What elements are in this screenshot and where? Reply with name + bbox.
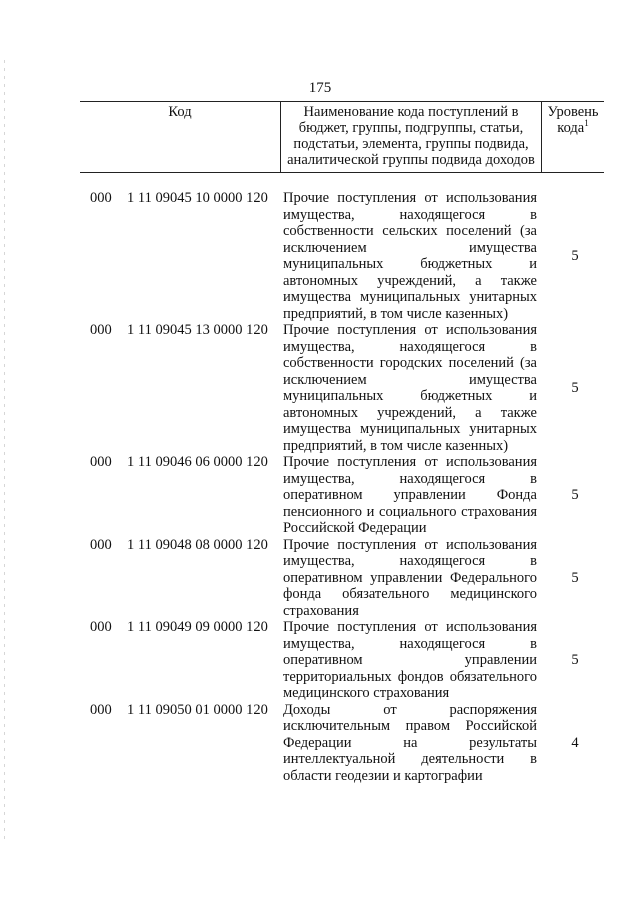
- header-level: [542, 102, 604, 172]
- row-description: Прочие поступления от использования имущества, находящегося в собственности городских поселений (за исключением имущества муниципальных бюджетных и автономных учреждений, а также имущества муниципальных унитарных предприятий, в том числе казенных): [283, 322, 537, 454]
- row-level: 5: [571, 569, 579, 586]
- row-prefix: 000: [90, 454, 112, 470]
- row-description: Прочие поступления от использования имущества, находящегося в оперативном управлении Федерального фонда обязательного медицинского страхования: [283, 536, 537, 619]
- table-body: [0, 190, 640, 784]
- row-code: 1 11 09046 06 0000 120: [127, 454, 268, 470]
- row-code: 1 11 09050 01 0000 120: [127, 701, 268, 718]
- row-level: 4: [571, 734, 579, 751]
- header-name-line: бюджет, группы, подгруппы, статьи,: [298, 120, 524, 136]
- row-prefix: 000: [90, 322, 112, 338]
- row-prefix: 000: [90, 536, 112, 553]
- row-level: 5: [571, 487, 579, 503]
- row-description: Прочие поступления от использования имущества, находящегося в оперативном управлении территориальных фондов обязательного медицинского страхования: [283, 619, 537, 701]
- row-code: 1 11 09049 09 0000 120: [127, 619, 268, 635]
- row-level: 5: [571, 247, 579, 264]
- row-description: Прочие поступления от использования имущества, находящегося в собственности сельских поселений (за исключением имущества муниципальных бюджетных и автономных учреждений, а также имущества муниципальных унитарных предприятий, в том числе казенных): [283, 190, 537, 322]
- table-row: [0, 322, 640, 454]
- row-level: 5: [571, 652, 579, 668]
- row-description: Прочие поступления от использования имущества, находящегося в оперативном управлении Фонда пенсионного и социального страхования Российской Федерации: [283, 454, 537, 536]
- row-prefix: 000: [90, 190, 112, 206]
- header-code: Код: [168, 104, 192, 120]
- row-level: 5: [571, 379, 579, 396]
- header-level-footnote: 1: [584, 118, 589, 129]
- page-number: 175: [308, 80, 332, 96]
- row-prefix: 000: [90, 619, 112, 635]
- row-prefix: 000: [90, 701, 112, 718]
- header-level-line1: Уровень: [547, 104, 599, 120]
- header-name: [280, 102, 542, 172]
- table-row: [0, 702, 640, 785]
- table-row: [0, 454, 640, 537]
- row-code: 1 11 09048 08 0000 120: [127, 536, 268, 553]
- table-header: [80, 101, 604, 173]
- row-description: Доходы от распоряжения исключительным правом Российской Федерации на результаты интеллектуальной деятельности в области геодезии и картографии: [283, 701, 537, 784]
- header-name-line: аналитической группы подвида доходов: [287, 152, 535, 168]
- header-level-line2: [542, 120, 604, 136]
- header-name-line: Наименование кода поступлений в: [303, 104, 519, 120]
- row-code: 1 11 09045 10 0000 120: [127, 190, 268, 206]
- table-row: [0, 537, 640, 620]
- row-code: 1 11 09045 13 0000 120: [127, 322, 268, 338]
- header-level-text: кода: [557, 120, 585, 136]
- table-row: [0, 619, 640, 702]
- table-row: [0, 190, 640, 322]
- header-name-line: подстатьи, элемента, группы подвида,: [293, 136, 529, 152]
